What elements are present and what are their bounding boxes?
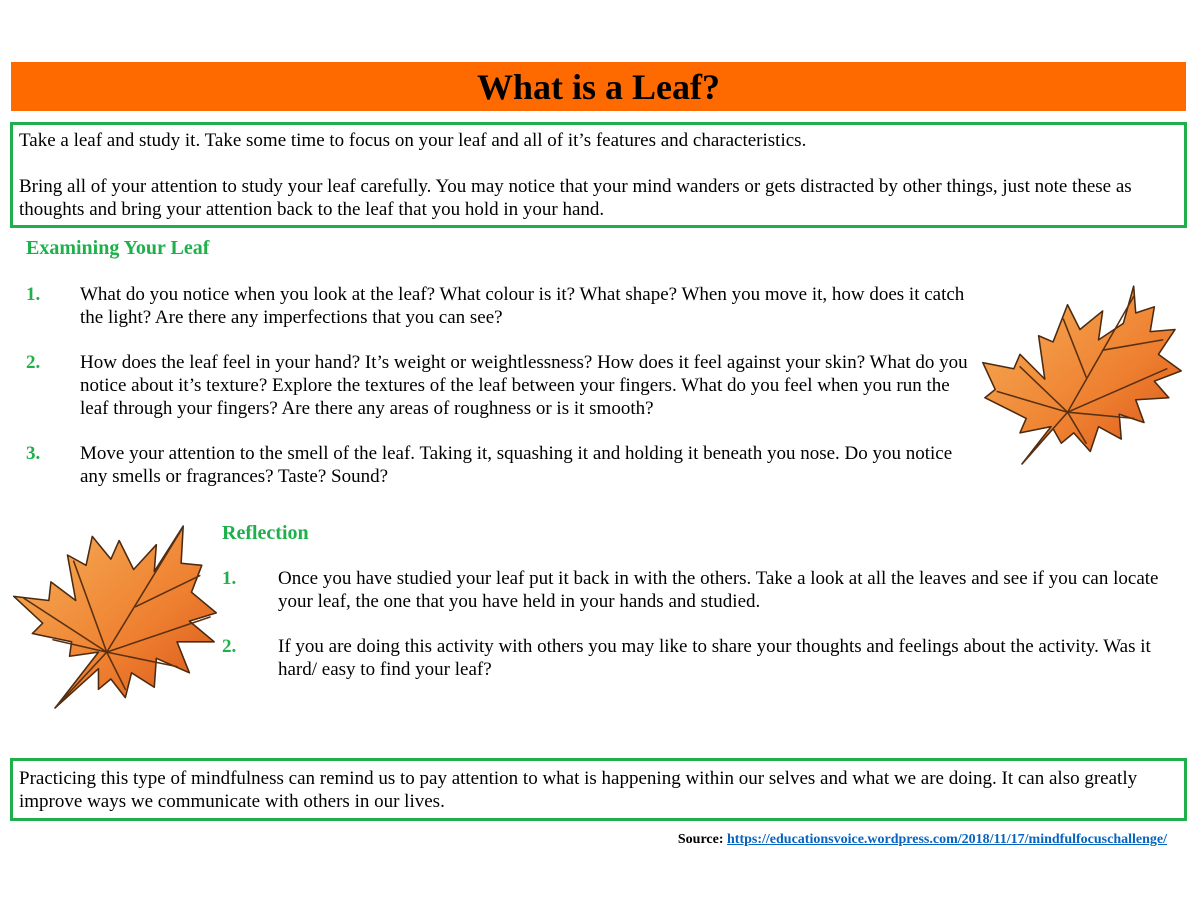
maple-leaf-icon — [10, 524, 220, 710]
intro-paragraph-2: Bring all of your attention to study your leaf carefully. You may notice that your mind wanders or gets distracted by other things, just note these as thoughts and bring your attention back to the leaf that you hold in your hand. — [19, 176, 1132, 220]
title-bar — [11, 62, 1186, 111]
source-link[interactable]: https://educationsvoice.wordpress.com/2018/11/17/mindfulfocuschallenge/ — [727, 832, 1167, 847]
list-number: 1. — [26, 284, 41, 305]
intro-paragraph-1: Take a leaf and study it. Take some time to focus on your leaf and all of it’s features and characteristics. — [19, 130, 807, 151]
list-text: Once you have studied your leaf put it back in with the others. Take a look at all the leaves and see if you can locate your leaf, the one that you have held in your hands and studied. — [278, 568, 1159, 612]
maple-leaf-icon — [978, 282, 1186, 468]
reflection-heading: Reflection — [222, 522, 309, 544]
list-item — [222, 567, 1186, 613]
list-text: If you are doing this activity with others you may like to share your thoughts and feelings about the activity. Was it hard/ easy to find your leaf? — [278, 636, 1151, 680]
list-item — [26, 442, 976, 488]
examining-heading: Examining Your Leaf — [26, 237, 210, 259]
list-number: 3. — [26, 443, 41, 464]
list-item — [26, 351, 976, 420]
intro-box — [10, 122, 1187, 228]
source-label: Source: — [677, 832, 724, 847]
source-line — [678, 832, 1167, 848]
reflection-list — [222, 567, 1186, 703]
list-text: Move your attention to the smell of the leaf. Taking it, squashing it and holding it beneath you nose. Do you notice any smells or fragrances? Taste? Sound? — [80, 443, 953, 487]
list-number: 2. — [26, 352, 41, 373]
list-number: 1. — [222, 568, 237, 589]
list-item — [222, 635, 1186, 681]
page-title: What is a Leaf? — [477, 66, 720, 107]
list-item — [26, 283, 976, 329]
footer-text: Practicing this type of mindfulness can remind us to pay attention to what is happening within our selves and what we are doing. It can also greatly improve ways we communicate with others in our lives. — [19, 768, 1138, 812]
examining-list — [26, 283, 976, 510]
list-text: What do you notice when you look at the leaf? What colour is it? What shape? When you move it, how does it catch the light? Are there any imperfections that you can see? — [80, 284, 965, 328]
list-text: How does the leaf feel in your hand? It’s weight or weightlessness? How does it feel against your skin? What do you notice about it’s texture? Explore the textures of the leaf between your fingers. What do you feel when you run the leaf through your fingers? Are there any areas of roughness or is it smooth? — [80, 352, 968, 419]
footer-box — [10, 758, 1187, 821]
list-number: 2. — [222, 636, 237, 657]
